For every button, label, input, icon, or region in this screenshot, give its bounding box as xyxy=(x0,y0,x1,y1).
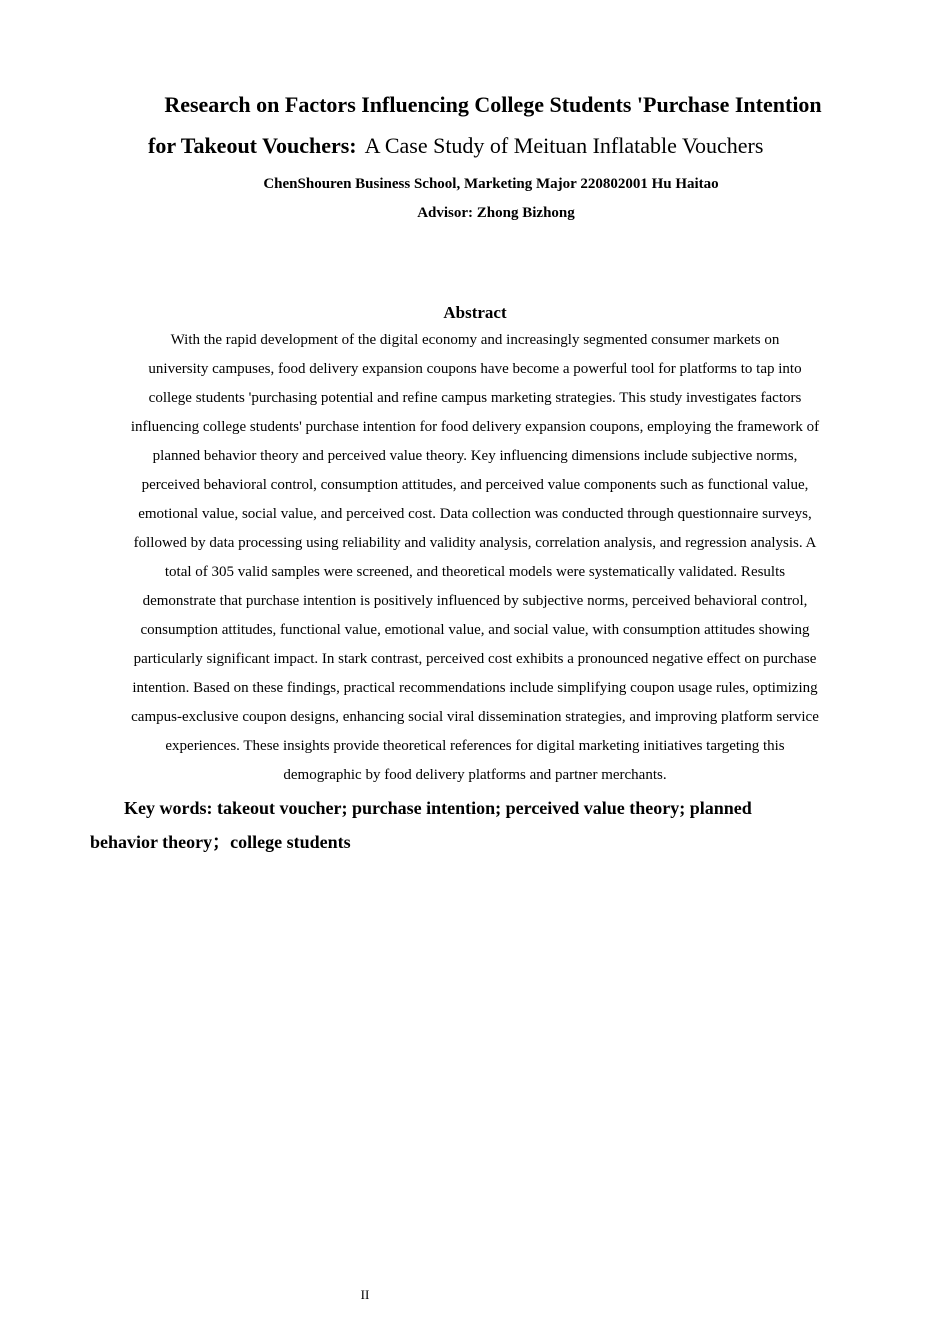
abstract-line: perceived behavioral control, consumption attitudes, and perceived value components such as functional value, xyxy=(141,477,809,493)
abstract-line: planned behavior theory and perceived value theory. Key influencing dimensions include subjective norms, xyxy=(152,448,798,464)
abstract-line: followed by data processing using reliability and validity analysis, correlation analysis, and regression analysis. A xyxy=(133,535,817,551)
page-number: II xyxy=(360,1287,370,1302)
abstract-line: demographic by food delivery platforms and partner merchants. xyxy=(283,767,667,783)
abstract-body xyxy=(90,326,860,790)
abstract-line: emotional value, social value, and perceived cost. Data collection was conducted through questionnaire surveys, xyxy=(138,506,812,522)
keywords-line-2: behavior theory；college students xyxy=(90,832,351,852)
paper-title-line-1: Research on Factors Influencing College Students 'Purchase Intention xyxy=(164,92,822,117)
keywords-line-1: Key words: takeout voucher; purchase intention; perceived value theory; planned xyxy=(124,798,752,818)
abstract-line: experiences. These insights provide theoretical references for digital marketing initiatives targeting this xyxy=(165,738,785,754)
paper-title-line-2 xyxy=(148,131,763,161)
abstract-line: intention. Based on these findings, practical recommendations include simplifying coupon usage rules, optimizing xyxy=(132,680,818,696)
abstract-line: consumption attitudes, functional value, emotional value, and social value, with consumption attitudes showing xyxy=(140,622,810,638)
author-affiliation: ChenShouren Business School, Marketing Major 220802001 Hu Haitao xyxy=(263,176,719,192)
paper-subtitle: A Case Study of Meituan Inflatable Vouchers xyxy=(364,133,764,158)
abstract-line: influencing college students' purchase intention for food delivery expansion coupons, employing the framework of xyxy=(130,419,820,435)
abstract-line: college students 'purchasing potential and refine campus marketing strategies. This study investigates factors xyxy=(148,390,802,406)
abstract-line: university campuses, food delivery expansion coupons have become a powerful tool for platforms to tap into xyxy=(148,361,802,377)
abstract-line: particularly significant impact. In stark contrast, perceived cost exhibits a pronounced negative effect on purchase xyxy=(133,651,817,667)
abstract-line: campus-exclusive coupon designs, enhancing social viral dissemination strategies, and improving platform service xyxy=(131,709,819,725)
abstract-line: With the rapid development of the digital economy and increasingly segmented consumer markets on xyxy=(170,332,780,348)
advisor: Advisor: Zhong Bizhong xyxy=(417,205,575,221)
abstract-heading: Abstract xyxy=(443,303,507,322)
abstract-line: total of 305 valid samples were screened, and theoretical models were systematically validated. Results xyxy=(164,564,786,580)
keywords xyxy=(90,791,810,859)
abstract-line: demonstrate that purchase intention is positively influenced by subjective norms, perceived behavioral control, xyxy=(142,593,808,609)
paper-title-line-2-bold: for Takeout Vouchers: xyxy=(148,133,357,158)
